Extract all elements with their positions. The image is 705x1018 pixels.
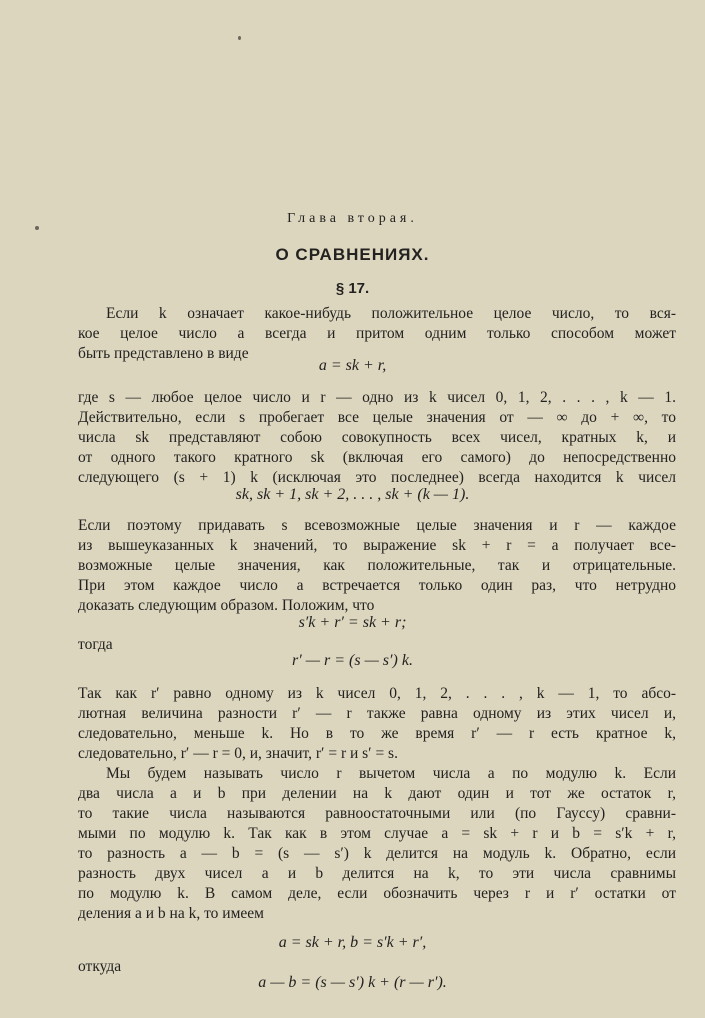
chapter-title: О СРАВНЕНИЯХ. bbox=[275, 245, 430, 264]
text-line: Если поэтому придавать s всевозможные целые значения и r — каждое bbox=[78, 517, 676, 534]
print-speck bbox=[238, 36, 241, 40]
text-line: мыми по модулю k. Так как в этом случае a = sk + r и b = s′k + r, bbox=[78, 825, 676, 842]
text-line: два числа a и b при делении на k дают один и тот же остаток r, bbox=[78, 785, 676, 802]
text-line: разность двух чисел a и b делится на k, то эти числа сравнимы bbox=[78, 865, 676, 882]
text-line: возможные целые значения, как положительные, так и отрицательные. bbox=[78, 557, 676, 574]
text-line: лютная величина разности r′ — r также равна одному из этих чисел и, bbox=[78, 705, 676, 722]
equation: a = sk + r, bbox=[318, 357, 387, 374]
text-line: следующего (s + 1) k (исключая это последнее) всегда находится k чисел bbox=[78, 469, 676, 486]
equation: a = sk + r, b = s′k + r′, bbox=[278, 934, 427, 951]
text-line: Мы будем называть число r вычетом числа a по модулю k. Если bbox=[106, 765, 676, 782]
text-line: следовательно, меньше k. Но в то же время r′ — r есть кратное k, bbox=[78, 725, 676, 742]
equation: a — b = (s — s′) k + (r — r′). bbox=[258, 974, 447, 991]
equation: sk, sk + 1, sk + 2, . . . , sk + (k — 1). bbox=[235, 486, 470, 503]
text-line: от одного такого кратного sk (включая его самого) до непосредственно bbox=[78, 449, 676, 466]
equation: s′k + r′ = sk + r; bbox=[298, 614, 407, 631]
text-line: доказать следующим образом. Положим, что bbox=[78, 597, 375, 614]
text-line: тогда bbox=[78, 636, 113, 653]
text-line: При этом каждое число a встречается только один раз, что нетрудно bbox=[78, 577, 676, 594]
text-line: числа sk представляют собою совокупность всех чисел, кратных k, и bbox=[78, 429, 676, 446]
section-number: § 17. bbox=[335, 280, 370, 297]
text-line: по модулю k. В самом деле, если обозначить через r и r′ остатки от bbox=[78, 885, 676, 902]
text-line: Действительно, если s пробегает все целые значения от — ∞ до + ∞, то bbox=[78, 409, 676, 426]
text-line: деления a и b на k, то имеем bbox=[78, 905, 264, 922]
text-line: откуда bbox=[78, 958, 122, 975]
equation: r′ — r = (s — s′) k. bbox=[292, 652, 413, 669]
text-line: Если k означает какое-нибудь положительное целое число, то вся- bbox=[106, 305, 676, 322]
text-line: то разность a — b = (s — s′) k делится на модуль k. Обратно, если bbox=[78, 845, 676, 862]
text-line: быть представлено в виде bbox=[78, 345, 249, 362]
text-line: где s — любое целое число и r — одно из k чисел 0, 1, 2, . . . , k — 1. bbox=[78, 389, 676, 406]
text-line: то такие числа называются равноостаточными или (по Гауссу) сравни- bbox=[78, 805, 676, 822]
text-line: следовательно, r′ — r = 0, и, значит, r′ = r и s′ = s. bbox=[78, 745, 398, 762]
text-line: из вышеуказанных k значений, то выражение sk + r = a получает все- bbox=[78, 537, 676, 554]
text-line: кое целое число a всегда и притом одним только способом может bbox=[78, 325, 676, 342]
chapter-heading: Глава вторая. bbox=[287, 211, 418, 226]
text-line: Так как r′ равно одному из k чисел 0, 1, 2, . . . , k — 1, то абсо- bbox=[78, 685, 676, 702]
